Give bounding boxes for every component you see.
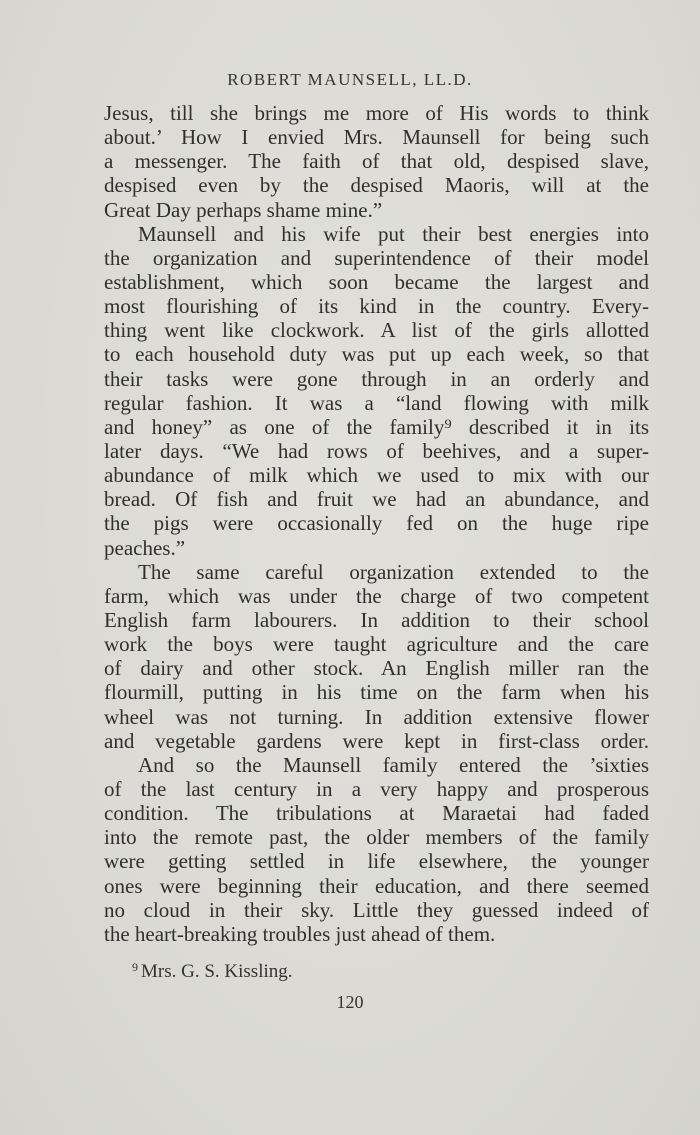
text-line: flourmill, putting in his time on the farm when his — [104, 680, 649, 705]
text-line: their tasks were gone through in an orderly and — [104, 366, 649, 391]
text-line: were getting settled in life elsewhere, the younger — [104, 849, 649, 874]
text-line: abundance of milk which we used to mix with our — [104, 463, 649, 488]
text-line: English farm labourers. In addition to their school — [104, 607, 649, 632]
page-number: 120 — [336, 992, 364, 1012]
text-line: the heart-breaking troubles just ahead of them. — [104, 921, 496, 946]
footnote-marker: 9 — [132, 960, 138, 974]
text-line: The same careful organization extended to the — [138, 559, 649, 584]
text-line: and vegetable gardens were kept in first-class order. — [104, 728, 649, 753]
text-line: most flourishing of its kind in the country. Every- — [104, 294, 649, 319]
text-line: and honey” as one of the family⁹ described it in its — [104, 414, 649, 439]
text-line: And so the Maunsell family entered the ’sixties — [138, 752, 649, 777]
text-line: farm, which was under the charge of two competent — [104, 583, 649, 608]
footnote — [132, 960, 293, 983]
text-line: Maunsell and his wife put their best energies into — [138, 221, 649, 246]
text-line: about.’ How I envied Mrs. Maunsell for being such — [104, 125, 649, 150]
text-line: condition. The tribulations at Maraetai had faded — [104, 801, 649, 826]
text-line: into the remote past, the older members of the family — [104, 825, 649, 850]
text-line: no cloud in their sky. Little they guessed indeed of — [104, 897, 649, 922]
text-line: establishment, which soon became the largest and — [104, 269, 649, 294]
text-line: Jesus, till she brings me more of His words to think — [104, 101, 649, 125]
text-line: wheel was not turning. In addition extensive flower — [104, 704, 649, 729]
text-line: work the boys were taught agriculture and the care — [104, 632, 649, 657]
footnote-text: Mrs. G. S. Kissling. — [141, 961, 293, 982]
text-line: despised even by the despised Maoris, will at the — [104, 173, 649, 198]
text-line: ones were beginning their education, and there seemed — [104, 873, 649, 898]
text-line: bread. Of fish and fruit we had an abundance, and — [104, 487, 649, 512]
text-line: Great Day perhaps shame mine.” — [104, 197, 383, 222]
text-line: of the last century in a very happy and prosperous — [104, 776, 649, 801]
text-line: peaches.” — [104, 535, 186, 560]
text-line: a messenger. The faith of that old, despised slave, — [104, 149, 649, 174]
text-line: the pigs were occasionally fed on the huge ripe — [104, 511, 649, 536]
text-line: thing went like clockwork. A list of the girls allotted — [104, 318, 649, 343]
text-line: later days. “We had rows of beehives, and a super- — [104, 438, 649, 463]
text-line: regular fashion. It was a “land flowing with milk — [104, 390, 649, 415]
text-line: to each household duty was put up each week, so that — [104, 342, 649, 367]
text-line: of dairy and other stock. An English miller ran the — [104, 656, 649, 681]
body-text — [104, 101, 649, 946]
running-head: ROBERT MAUNSELL, LL.D. — [227, 70, 473, 89]
text-line: the organization and superintendence of their model — [104, 245, 649, 270]
